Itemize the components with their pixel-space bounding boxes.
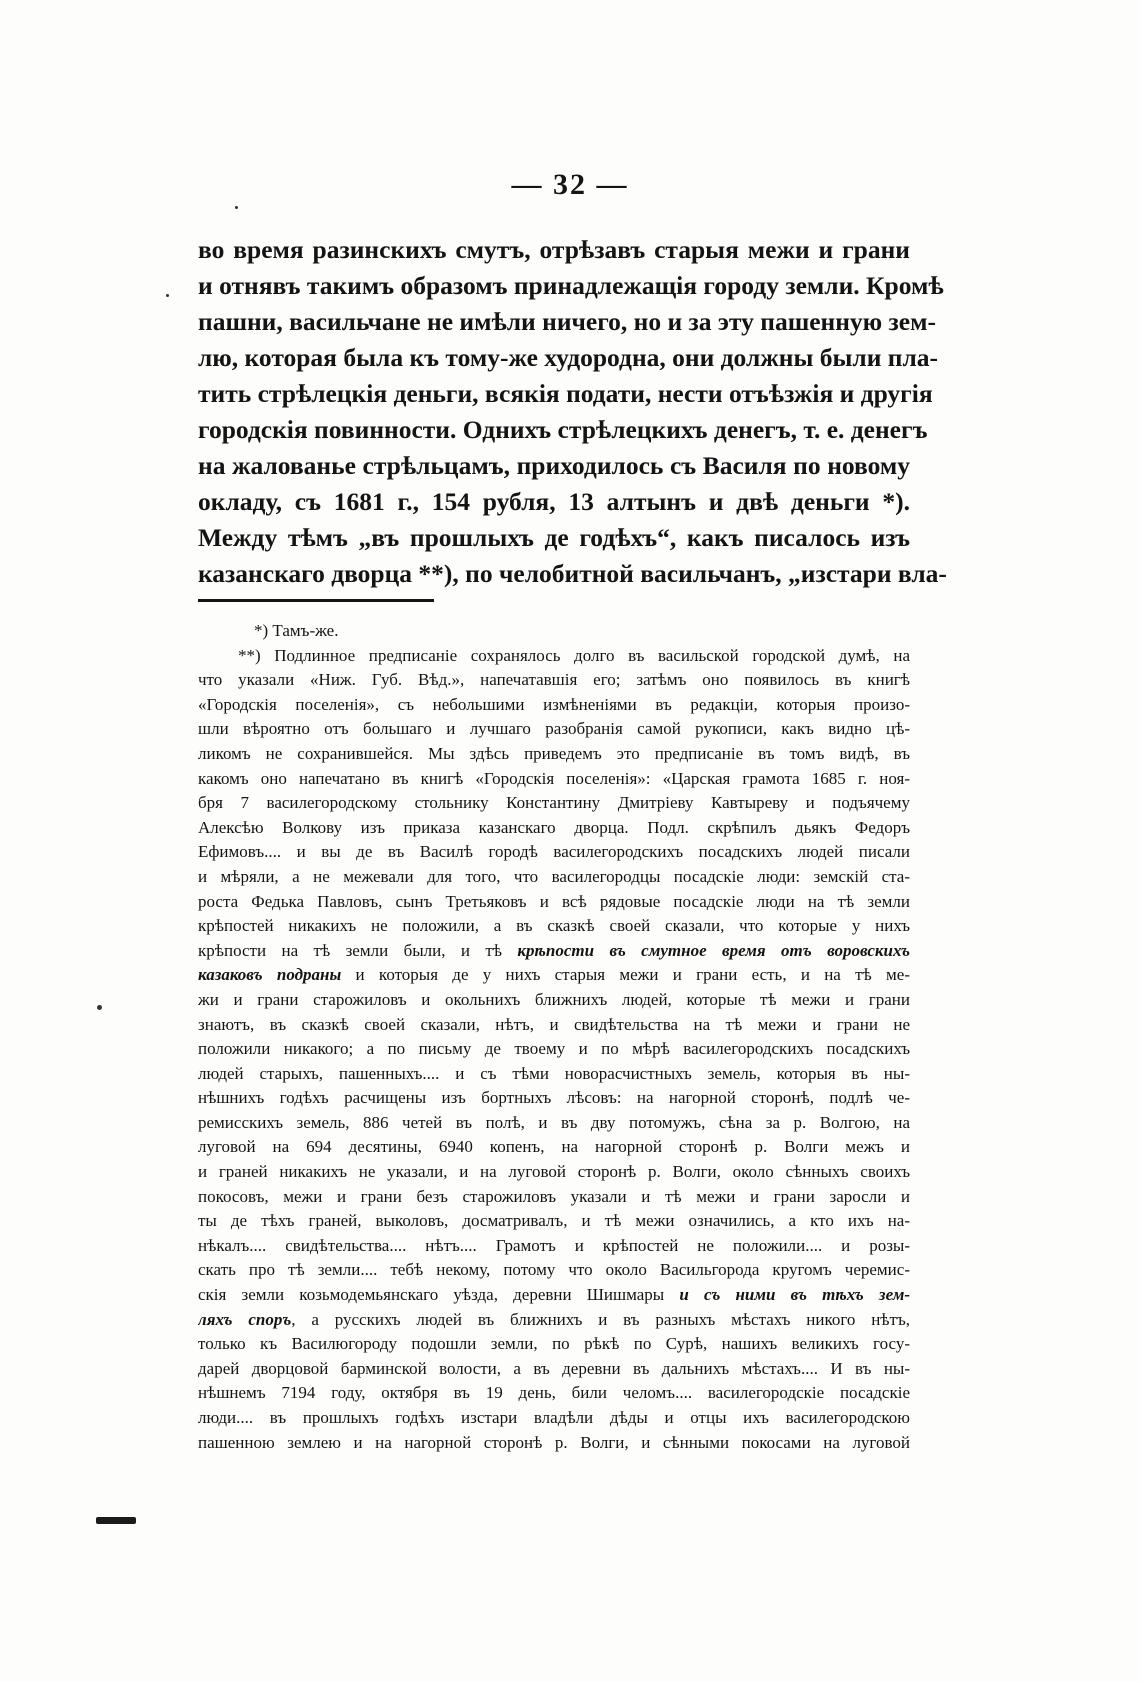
footnote-2-line: что указали «Ниж. Губ. Вѣд.», напечатавшія его; затѣмъ оно появилось въ книгѣ: [198, 670, 910, 690]
footnote-2-line: **) Подлинное предписаніе сохранялось долго въ васильской городской думѣ, на: [238, 645, 910, 665]
main-text-line: городскія повинности. Однихъ стрѣлецкихъ денегъ, т. е. денегъ: [198, 415, 928, 444]
footnote-2-line: шли вѣроятно отъ большаго и лучшаго разобранія самой рукописи, какъ видно цѣ-: [198, 719, 910, 739]
footnote-2-line: и мѣряли, а не межевали для того, что василегородцы посадскіе люди: земскій ста-: [198, 866, 910, 886]
footnote-2-line-mixed: [198, 939, 910, 964]
footnote-2-line: знаютъ, въ сказкѣ своей сказали, нѣтъ, и свидѣтельства на тѣ межи и грани не: [198, 1014, 910, 1034]
footnote-2-line: Ефимовъ.... и вы де въ Василѣ городѣ василегородскихъ посадскихъ людей писали: [198, 842, 910, 862]
footnote-2-line: жи и грани старожиловъ и окольнихъ ближнихъ людей, которые тѣ межи и грани: [198, 989, 910, 1009]
scan-speck: [166, 294, 169, 297]
footnote-text: и которыя де у нихъ старыя межи и грани есть, и на тѣ ме-: [341, 965, 910, 985]
footnote-2-line: роста Федька Павловъ, сынъ Третьяковъ и всѣ рядовые посадскіе люди на тѣ земли: [198, 891, 910, 911]
footnote-2-line: ликомъ не сохранившейся. Мы здѣсь приведемъ это предписаніе въ томъ видѣ, въ: [198, 743, 910, 763]
main-text-line: во время разинскихъ смутъ, отрѣзавъ старыя межи и грани: [198, 235, 910, 264]
footnote-2-line: скать про тѣ земли.... тебѣ некому, потому что около Васильгорода кругомъ черемис-: [198, 1260, 910, 1280]
footnote-2-line: покосовъ, межи и грани безъ старожиловъ указали и тѣ межи и грани заросли и: [198, 1186, 910, 1206]
footnote-2-line: положили никакого; а по письму де твоему и по мѣрѣ василегородскихъ посадскихъ: [198, 1039, 910, 1059]
footnote-2-line: людей старыхъ, пашенныхъ.... и съ тѣми новорасчистныхъ земель, которыя въ ны-: [198, 1063, 910, 1083]
footnote-2-line: и граней никакихъ не указали, и на луговой сторонѣ р. Волги, около сѣнныхъ своихъ: [198, 1162, 910, 1182]
footnote-2-line-mixed: [198, 1308, 910, 1333]
footnote-italic-text: казаковъ подраны: [198, 965, 342, 985]
footnote-2-line: нѣшнемъ 7194 году, октября въ 19 день, били челомъ.... василегородскіе посадскіе: [198, 1383, 910, 1403]
scan-edge-mark: [96, 1517, 136, 1524]
footnote-2-line: Алексѣю Волкову изъ приказа казанскаго дворца. Подл. скрѣпилъ дьякъ Федоръ: [198, 817, 910, 837]
main-text-line: Между тѣмъ „въ прошлыхъ де годѣхъ“, какъ писалось изъ: [198, 523, 910, 552]
main-text-block: [198, 232, 947, 592]
footnote-2-line: бря 7 василегородскому стольнику Константину Дмитріеву Кавтыреву и подъячему: [198, 793, 910, 813]
footnote-2-line: ремисскихъ земель, 886 четей въ полѣ, и въ дву потомужъ, сѣна за р. Волгою, на: [198, 1112, 910, 1132]
footnote-text: крѣпости на тѣ земли были, и тѣ: [198, 940, 518, 960]
main-text-line: и отнявъ такимъ образомъ принадлежащія городу земли. Кромѣ: [198, 271, 944, 300]
footnote-2-line: нѣшнихъ годѣхъ расчищены изъ бортныхъ лѣсовъ: на нагорной сторонѣ, подлѣ че-: [198, 1088, 910, 1108]
footnote-italic-text: крѣпости въ смутное время отъ воровскихъ: [517, 940, 910, 960]
footnote-2-line: пашенною землею и на нагорной сторонѣ р. Волги, и сѣнными покосами на луговой: [198, 1432, 910, 1452]
footnote-divider: [198, 599, 434, 602]
footnote-2-line-mixed: [198, 1283, 910, 1308]
footnote-2-line: люди.... въ прошлыхъ годѣхъ изстари владѣли дѣды и отцы ихъ василегородскою: [198, 1408, 910, 1427]
footnote-text: скія земли козьмодемьянскаго уѣзда, деревни Шишмары: [198, 1285, 665, 1305]
footnote-2-line: «Городскія поселенія», съ небольшими измѣненіями въ редакціи, которыя произо-: [198, 694, 910, 714]
main-text-line: тить стрѣлецкія деньги, всякія подати, нести отъѣзжія и другія: [198, 379, 933, 408]
footnote-2-line: только къ Василюгороду подошли земли, по рѣкѣ по Сурѣ, нашихъ великихъ госу-: [198, 1334, 910, 1354]
footnote-text: , а русскихъ людей въ ближнихъ и въ разныхъ мѣстахъ никого нѣтъ,: [291, 1309, 910, 1329]
footnotes-block: [198, 619, 910, 1455]
footnote-2-line: нѣкалъ.... свидѣтельства.... нѣтъ.... Грамотъ и крѣпостей не положили.... и розы-: [198, 1235, 910, 1255]
footnote-italic-text: ляхъ споръ: [198, 1309, 292, 1329]
scan-speck: [97, 1005, 102, 1010]
page-number: — 32 —: [511, 168, 629, 201]
main-text-line: пашни, васильчане не имѣли ничего, но и за эту пашенную зем-: [198, 307, 936, 336]
footnote-2-line: луговой на 694 десятины, 6940 копенъ, на нагорной сторонѣ р. Волги межъ и: [198, 1137, 910, 1157]
footnote-2-line: какомъ оно напечатано въ книгѣ «Городскія поселенія»: «Царская грамота 1685 г. ноя-: [198, 768, 910, 788]
main-text-line: окладу, съ 1681 г., 154 рубля, 13 алтынъ и двѣ деньги *).: [198, 487, 910, 516]
scan-speck: [235, 206, 238, 209]
main-text-line: лю, которая была къ тому-же худородна, они должны были пла-: [198, 343, 939, 372]
footnote-2-line: крѣпостей никакихъ не положили, а въ сказкѣ своей сказали, что которые у нихъ: [198, 916, 910, 936]
footnote-1: *) Тамъ-же.: [254, 621, 339, 640]
footnote-2-line: ты де тѣхъ граней, выколовъ, досматривалъ, и тѣ межи означились, а кто ихъ на-: [198, 1211, 910, 1231]
main-text-line: на жалованье стрѣльцамъ, приходилось съ Василя по новому: [198, 451, 910, 480]
footnote-italic-text: и съ ними въ тѣхъ зем-: [679, 1285, 910, 1305]
main-text-line: казанскаго дворца **), по челобитной васильчанъ, „изстари вла-: [198, 559, 947, 588]
footnote-2-line: дарей дворцовой барминской волости, а въ деревни въ дальнихъ мѣстахъ.... И въ ны-: [198, 1358, 910, 1378]
footnote-2-line-mixed: [198, 963, 910, 988]
